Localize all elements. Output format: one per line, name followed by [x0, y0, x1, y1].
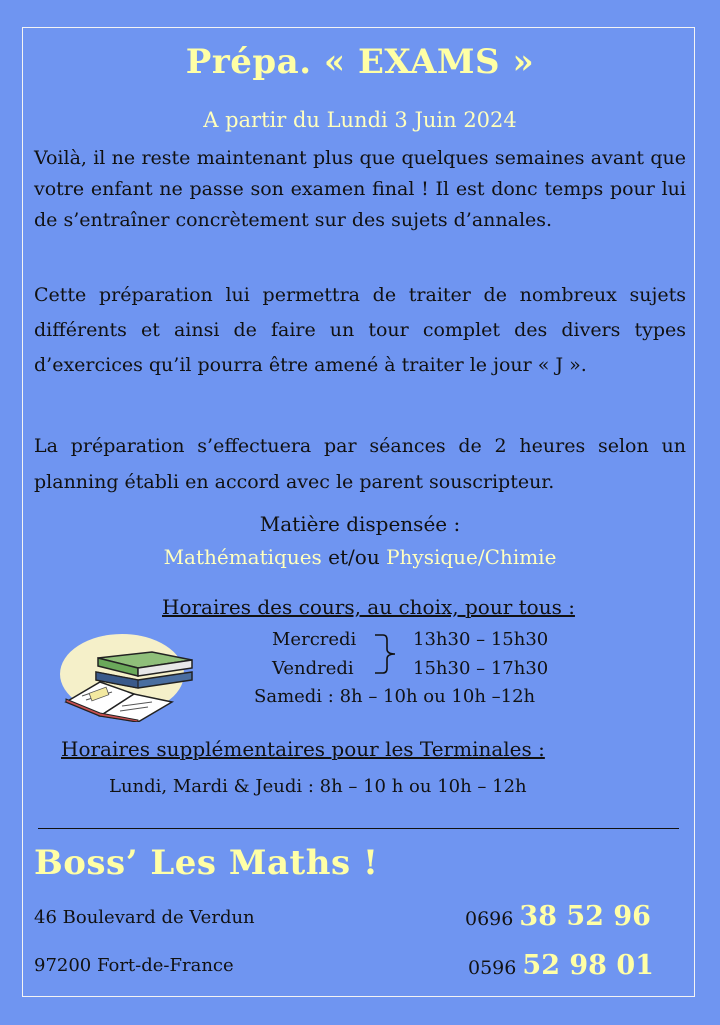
phone-mobile-prefix: 0696 — [465, 908, 514, 930]
sessions-paragraph: La préparation s’effectuera par séances de 2 heures selon un planning établi en accord avec le parent souscripteur. — [34, 435, 686, 493]
phone-landline-prefix: 0596 — [468, 957, 517, 979]
day-vendredi: Vendredi — [272, 658, 354, 679]
supplementaires-title: Horaires supplémentaires pour les Terminales : — [61, 737, 545, 761]
phone-landline — [468, 950, 654, 981]
address-city: 97200 Fort-de-France — [34, 955, 234, 976]
samedi-hours: Samedi : 8h – 10h ou 10h –12h — [254, 686, 536, 707]
matiere-subjects — [0, 545, 720, 569]
subject-maths: Mathématiques — [163, 545, 322, 569]
horaires-title: Horaires des cours, au choix, pour tous : — [162, 595, 575, 619]
books-icon — [60, 632, 200, 722]
subject-physique: Physique/Chimie — [386, 545, 557, 569]
subject-separator: et/ou — [321, 545, 387, 569]
address-street: 46 Boulevard de Verdun — [34, 907, 255, 928]
preparation-paragraph: Cette préparation lui permettra de traiter de nombreux sujets différents et ainsi de faire un tour complet des divers types d’exercices qu’il pourra être amené à traiter le jour « J ». — [34, 284, 686, 376]
supplementaires-times: Lundi, Mardi & Jeudi : 8h – 10 h ou 10h – 12h — [109, 776, 527, 797]
divider — [38, 828, 679, 829]
bracket-icon — [373, 631, 407, 677]
time-slot-2: 15h30 – 17h30 — [413, 658, 549, 679]
intro-paragraph: Voilà, il ne reste maintenant plus que quelques semaines avant que votre enfant ne passe son examen final ! Il est donc temps pour lui de s’entraîner concrètement sur des sujets d’annales. — [34, 147, 686, 231]
phone-landline-number: 52 98 01 — [522, 950, 654, 981]
page-subtitle: A partir du Lundi 3 Juin 2024 — [203, 108, 517, 132]
brand-name: Boss’ Les Maths ! — [34, 843, 379, 883]
page-title: Prépa. « EXAMS » — [185, 42, 535, 82]
phone-mobile — [465, 901, 651, 932]
phone-mobile-number: 38 52 96 — [519, 901, 651, 932]
day-mercredi: Mercredi — [272, 629, 357, 650]
time-slot-1: 13h30 – 15h30 — [413, 629, 549, 650]
matiere-label: Matière dispensée : — [259, 512, 461, 536]
